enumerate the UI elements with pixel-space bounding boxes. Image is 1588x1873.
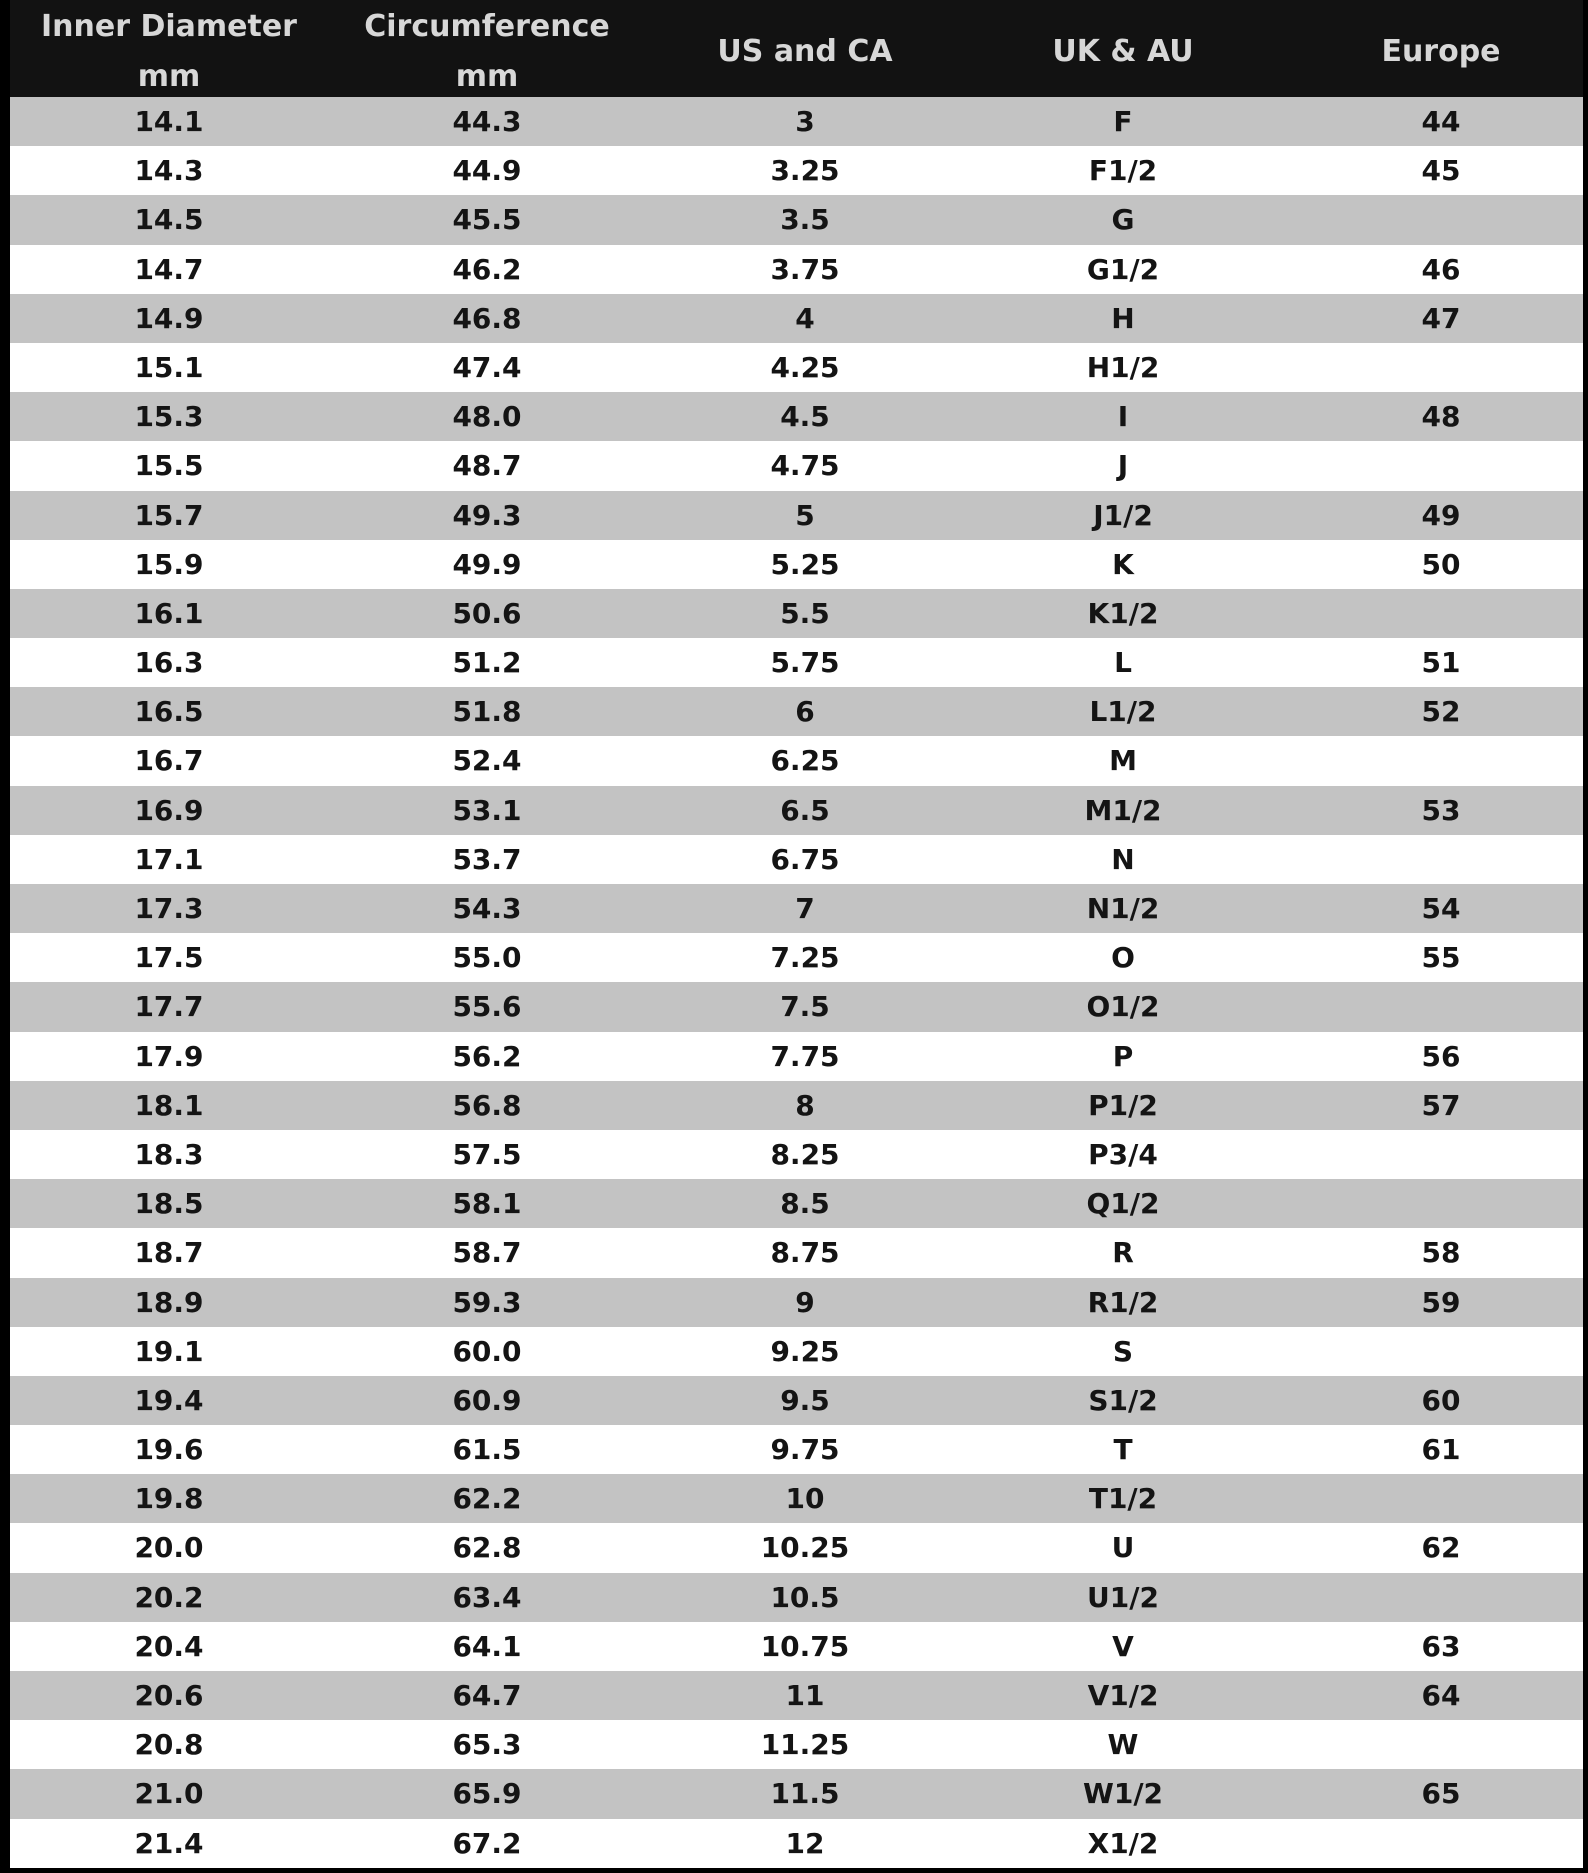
cell-circumference: 62.8: [452, 1531, 522, 1565]
cell-us-ca: 4.75: [770, 449, 840, 483]
table-row: [10, 1327, 1583, 1376]
cell-inner-diameter: 14.7: [134, 252, 204, 286]
cell-circumference: 64.1: [452, 1629, 522, 1663]
ring-size-table: [10, 0, 1583, 1866]
cell-uk-au: L1/2: [1089, 695, 1157, 729]
cell-europe: [1282, 1130, 1588, 1179]
cell-uk-au: W1/2: [1082, 1777, 1164, 1811]
cell-europe: [1282, 1573, 1588, 1622]
cell-europe: 53: [1421, 793, 1461, 827]
cell-uk-au: P3/4: [1088, 1137, 1158, 1171]
table-row: [10, 195, 1583, 244]
cell-europe: [1282, 589, 1588, 638]
table-row: [10, 1474, 1583, 1523]
cell-europe: 56: [1421, 1039, 1461, 1073]
cell-uk-au: V: [1112, 1629, 1134, 1663]
cell-inner-diameter: 17.1: [134, 842, 204, 876]
cell-circumference: 44.3: [452, 105, 522, 138]
cell-europe: 54: [1421, 892, 1461, 925]
cell-uk-au: V1/2: [1087, 1679, 1159, 1712]
cell-us-ca: 10.5: [770, 1580, 840, 1614]
cell-uk-au: T1/2: [1088, 1482, 1158, 1516]
cell-inner-diameter: 21.4: [134, 1826, 204, 1860]
table-row: [10, 1671, 1583, 1720]
cell-uk-au: R1/2: [1087, 1285, 1159, 1319]
cell-uk-au: J1/2: [1093, 498, 1153, 532]
cell-inner-diameter: 19.4: [134, 1383, 204, 1417]
cell-europe: 52: [1421, 695, 1461, 729]
cell-europe: 64: [1421, 1679, 1461, 1712]
cell-uk-au: H: [1111, 301, 1135, 335]
cell-inner-diameter: 21.0: [134, 1777, 204, 1811]
table-row: [10, 884, 1583, 933]
table-body: [10, 97, 1583, 1868]
cell-us-ca: 7.25: [770, 941, 840, 975]
cell-circumference: 49.3: [452, 498, 522, 532]
cell-europe: 49: [1421, 498, 1461, 532]
cell-uk-au: T: [1113, 1433, 1133, 1467]
cell-uk-au: P1/2: [1088, 1088, 1158, 1122]
cell-uk-au: F: [1113, 105, 1133, 138]
cell-europe: [1282, 982, 1588, 1031]
cell-circumference: 65.3: [452, 1728, 522, 1762]
cell-us-ca: 3: [795, 105, 815, 138]
cell-europe: [1282, 1819, 1588, 1868]
cell-us-ca: 4.25: [770, 350, 840, 384]
cell-circumference: 63.4: [452, 1580, 522, 1614]
cell-inner-diameter: 15.1: [134, 350, 204, 384]
cell-us-ca: 9: [795, 1285, 815, 1319]
cell-us-ca: 9.5: [780, 1383, 830, 1417]
cell-europe: 51: [1421, 646, 1461, 680]
header-us-ca: US and CA: [717, 34, 893, 69]
cell-inner-diameter: 16.9: [134, 793, 204, 827]
cell-us-ca: 12: [785, 1826, 825, 1860]
cell-inner-diameter: 19.1: [134, 1334, 204, 1368]
cell-europe: 46: [1421, 252, 1461, 286]
cell-uk-au: K1/2: [1087, 596, 1159, 630]
header-europe: Europe: [1381, 34, 1501, 69]
cell-inner-diameter: 16.1: [134, 596, 204, 630]
cell-uk-au: L: [1114, 646, 1132, 680]
cell-us-ca: 6.75: [770, 842, 840, 876]
cell-inner-diameter: 15.5: [134, 449, 204, 483]
cell-europe: 45: [1421, 154, 1461, 188]
table-row: [10, 736, 1583, 785]
table-row: [10, 1228, 1583, 1277]
table-row: [10, 146, 1583, 195]
cell-circumference: 50.6: [452, 596, 522, 630]
cell-uk-au: F1/2: [1088, 154, 1158, 188]
cell-inner-diameter: 15.7: [134, 498, 204, 532]
cell-us-ca: 8: [795, 1088, 815, 1122]
cell-europe: [1282, 1474, 1588, 1523]
cell-europe: 47: [1421, 301, 1461, 335]
cell-circumference: 60.0: [452, 1334, 522, 1368]
cell-circumference: 62.2: [452, 1482, 522, 1516]
cell-us-ca: 5.5: [780, 596, 830, 630]
cell-inner-diameter: 20.4: [134, 1629, 204, 1663]
cell-europe: 44: [1421, 105, 1461, 138]
header-inner-diameter: Inner Diameter mm: [41, 9, 297, 94]
cell-uk-au: K: [1112, 547, 1134, 581]
cell-circumference: 59.3: [452, 1285, 522, 1319]
cell-us-ca: 10.75: [760, 1629, 850, 1663]
cell-inner-diameter: 18.7: [134, 1236, 204, 1270]
table-row: [10, 933, 1583, 982]
cell-circumference: 53.7: [452, 842, 522, 876]
cell-circumference: 55.6: [452, 990, 522, 1024]
cell-inner-diameter: 15.9: [134, 547, 204, 581]
cell-inner-diameter: 16.7: [134, 744, 204, 778]
cell-us-ca: 11: [785, 1679, 825, 1712]
cell-inner-diameter: 14.5: [134, 203, 204, 237]
cell-circumference: 51.8: [452, 695, 522, 729]
table-row: [10, 540, 1583, 589]
table-row: [10, 835, 1583, 884]
cell-circumference: 55.0: [452, 941, 522, 975]
cell-us-ca: 7.75: [770, 1039, 840, 1073]
cell-europe: 50: [1421, 547, 1461, 581]
cell-circumference: 65.9: [452, 1777, 522, 1811]
cell-circumference: 46.8: [452, 301, 522, 335]
table-row: [10, 1081, 1583, 1130]
cell-europe: [1282, 195, 1588, 244]
cell-inner-diameter: 14.1: [134, 105, 204, 138]
cell-us-ca: 3.25: [770, 154, 840, 188]
cell-circumference: 48.7: [452, 449, 522, 483]
cell-us-ca: 3.5: [780, 203, 830, 237]
cell-uk-au: X1/2: [1087, 1826, 1159, 1860]
table-header: [10, 0, 1583, 97]
cell-circumference: 58.7: [452, 1236, 522, 1270]
cell-circumference: 49.9: [452, 547, 522, 581]
cell-us-ca: 5.75: [770, 646, 840, 680]
cell-inner-diameter: 19.8: [134, 1482, 204, 1516]
table-row: [10, 97, 1583, 146]
cell-inner-diameter: 18.9: [134, 1285, 204, 1319]
cell-europe: 61: [1421, 1433, 1461, 1467]
table-row: [10, 589, 1583, 638]
table-row: [10, 687, 1583, 736]
cell-uk-au: M: [1109, 744, 1137, 778]
table-row: [10, 1819, 1583, 1868]
table-row: [10, 1573, 1583, 1622]
cell-us-ca: 7.5: [780, 990, 830, 1024]
table-row: [10, 1769, 1583, 1818]
cell-europe: 48: [1421, 400, 1461, 434]
cell-us-ca: 6.25: [770, 744, 840, 778]
table-row: [10, 294, 1583, 343]
cell-us-ca: 8.75: [770, 1236, 840, 1270]
cell-europe: [1282, 1179, 1588, 1228]
cell-uk-au: S1/2: [1088, 1383, 1158, 1417]
cell-europe: 58: [1421, 1236, 1461, 1270]
cell-inner-diameter: 14.3: [134, 154, 204, 188]
cell-europe: 55: [1421, 941, 1461, 975]
cell-inner-diameter: 20.0: [134, 1531, 204, 1565]
cell-europe: [1282, 1720, 1588, 1769]
cell-inner-diameter: 20.6: [134, 1679, 204, 1712]
cell-circumference: 45.5: [452, 203, 522, 237]
cell-us-ca: 5: [795, 498, 815, 532]
cell-circumference: 44.9: [452, 154, 522, 188]
cell-europe: [1282, 835, 1588, 884]
cell-uk-au: N1/2: [1086, 892, 1160, 925]
cell-us-ca: 4: [795, 301, 815, 335]
cell-us-ca: 7: [795, 892, 815, 925]
cell-uk-au: P: [1112, 1039, 1134, 1073]
cell-circumference: 53.1: [452, 793, 522, 827]
cell-circumference: 51.2: [452, 646, 522, 680]
cell-inner-diameter: 15.3: [134, 400, 204, 434]
cell-us-ca: 11.5: [770, 1777, 840, 1811]
table-row: [10, 1179, 1583, 1228]
header-circumference: Circumference mm: [364, 9, 610, 94]
cell-uk-au: R: [1112, 1236, 1134, 1270]
cell-inner-diameter: 16.3: [134, 646, 204, 680]
cell-uk-au: W: [1107, 1728, 1139, 1762]
cell-us-ca: 9.75: [770, 1433, 840, 1467]
cell-us-ca: 6.5: [780, 793, 830, 827]
cell-inner-diameter: 17.7: [134, 990, 204, 1024]
cell-europe: 63: [1421, 1629, 1461, 1663]
table-row: [10, 1130, 1583, 1179]
cell-us-ca: 4.5: [780, 400, 830, 434]
cell-circumference: 58.1: [452, 1187, 522, 1221]
cell-uk-au: U1/2: [1087, 1580, 1159, 1614]
cell-europe: [1282, 441, 1588, 490]
table-row: [10, 1622, 1583, 1671]
table-row: [10, 392, 1583, 441]
cell-us-ca: 5.25: [770, 547, 840, 581]
cell-europe: 59: [1421, 1285, 1461, 1319]
cell-circumference: 57.5: [452, 1137, 522, 1171]
cell-uk-au: M1/2: [1084, 793, 1162, 827]
cell-circumference: 52.4: [452, 744, 522, 778]
cell-inner-diameter: 18.3: [134, 1137, 204, 1171]
cell-europe: 57: [1421, 1088, 1461, 1122]
cell-uk-au: U: [1111, 1531, 1135, 1565]
cell-europe: 60: [1421, 1383, 1461, 1417]
cell-uk-au: N: [1111, 842, 1135, 876]
cell-inner-diameter: 17.9: [134, 1039, 204, 1073]
cell-uk-au: G1/2: [1086, 252, 1160, 286]
cell-inner-diameter: 18.1: [134, 1088, 204, 1122]
cell-us-ca: 8.25: [770, 1137, 840, 1171]
table-row: [10, 1032, 1583, 1081]
cell-us-ca: 9.25: [770, 1334, 840, 1368]
cell-inner-diameter: 17.3: [134, 892, 204, 925]
cell-circumference: 60.9: [452, 1383, 522, 1417]
cell-us-ca: 6: [795, 695, 815, 729]
table-row: [10, 1425, 1583, 1474]
cell-uk-au: H1/2: [1086, 350, 1160, 384]
table-row: [10, 441, 1583, 490]
cell-europe: [1282, 343, 1588, 392]
cell-inner-diameter: 20.8: [134, 1728, 204, 1762]
cell-uk-au: S: [1112, 1334, 1134, 1368]
cell-inner-diameter: 14.9: [134, 301, 204, 335]
table-row: [10, 343, 1583, 392]
header-uk-au: UK & AU: [1052, 34, 1194, 69]
cell-inner-diameter: 20.2: [134, 1580, 204, 1614]
cell-uk-au: G: [1111, 203, 1135, 237]
cell-europe: 62: [1421, 1531, 1461, 1565]
cell-circumference: 64.7: [452, 1679, 522, 1712]
table-row: [10, 982, 1583, 1031]
cell-inner-diameter: 16.5: [134, 695, 204, 729]
cell-us-ca: 10: [785, 1482, 825, 1516]
cell-uk-au: O: [1111, 941, 1135, 975]
cell-us-ca: 10.25: [760, 1531, 850, 1565]
cell-inner-diameter: 18.5: [134, 1187, 204, 1221]
table-row: [10, 786, 1583, 835]
table-row: [10, 1720, 1583, 1769]
cell-circumference: 47.4: [452, 350, 522, 384]
table-row: [10, 1523, 1583, 1572]
cell-inner-diameter: 19.6: [134, 1433, 204, 1467]
table-row: [10, 245, 1583, 294]
cell-us-ca: 3.75: [770, 252, 840, 286]
cell-uk-au: Q1/2: [1086, 1187, 1160, 1221]
table-row: [10, 491, 1583, 540]
cell-circumference: 54.3: [452, 892, 522, 925]
cell-circumference: 48.0: [452, 400, 522, 434]
cell-uk-au: I: [1117, 400, 1129, 434]
cell-europe: 65: [1421, 1777, 1461, 1811]
cell-circumference: 67.2: [452, 1826, 522, 1860]
cell-us-ca: 8.5: [780, 1187, 830, 1221]
cell-circumference: 61.5: [452, 1433, 522, 1467]
cell-circumference: 56.8: [452, 1088, 522, 1122]
table-row: [10, 1278, 1583, 1327]
cell-circumference: 46.2: [452, 252, 522, 286]
cell-uk-au: J: [1117, 449, 1129, 483]
cell-us-ca: 11.25: [760, 1728, 850, 1762]
cell-europe: [1282, 1327, 1588, 1376]
cell-europe: [1282, 736, 1588, 785]
table-row: [10, 638, 1583, 687]
table-row: [10, 1376, 1583, 1425]
cell-uk-au: O1/2: [1086, 990, 1160, 1024]
cell-inner-diameter: 17.5: [134, 941, 204, 975]
cell-circumference: 56.2: [452, 1039, 522, 1073]
